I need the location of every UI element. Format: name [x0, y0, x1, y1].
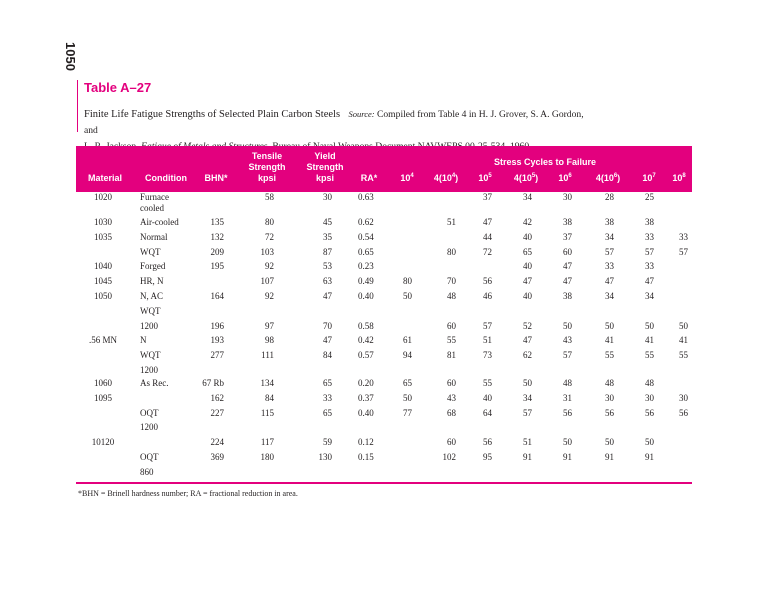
header-cycles-1e5: $10^5$ [478, 173, 492, 183]
cell-1e6: 47 [563, 276, 572, 286]
cell-1e7: 25 [645, 192, 654, 202]
cell-ra: 0.40 [358, 291, 374, 301]
cell-1e5: 56 [483, 276, 492, 286]
cell-4e5: 47 [523, 276, 532, 286]
cell-yield: 84 [323, 350, 332, 360]
cell-condition: HR, N [140, 276, 164, 286]
cell-condition: WQT [140, 306, 161, 316]
cell-tensile: 180 [260, 452, 274, 462]
cell-1e8: 57 [679, 247, 688, 257]
cell-1e5: 64 [483, 408, 492, 418]
cell-4e4: 48 [447, 291, 456, 301]
cell-bhn: 195 [210, 261, 224, 271]
cell-4e6: 30 [605, 393, 614, 403]
cell-1e7: 47 [645, 276, 654, 286]
cell-1e4: 80 [403, 276, 412, 286]
header-cycles-1e7: $10^7$ [642, 173, 656, 183]
table-header-band [76, 146, 692, 192]
cell-ra: 0.49 [358, 276, 374, 286]
cell-condition: WQT [140, 350, 161, 360]
cell-bhn: 369 [210, 452, 224, 462]
cell-tensile: 115 [260, 408, 274, 418]
cell-1e4: 50 [403, 291, 412, 301]
cell-tensile: 134 [260, 378, 274, 388]
cell-yield: 130 [318, 452, 332, 462]
header-cycles-1e6: $10^6$ [558, 173, 572, 183]
cell-4e6: 28 [605, 192, 614, 202]
cell-ra: 0.57 [358, 350, 374, 360]
cell-tensile: 98 [265, 335, 274, 345]
header-cycles-1e4: $10^4$ [400, 173, 414, 183]
cell-4e6: 50 [605, 321, 614, 331]
title-rule [77, 80, 78, 132]
cell-4e4: 102 [442, 452, 456, 462]
cell-4e6: 57 [605, 247, 614, 257]
cell-4e6: 56 [605, 408, 614, 418]
cell-yield: 47 [323, 335, 332, 345]
cell-1e4: 61 [403, 335, 412, 345]
cell-yield: 47 [323, 291, 332, 301]
cell-4e5: 57 [523, 408, 532, 418]
cell-1e5: 55 [483, 378, 492, 388]
header-cycles-4e5: $4(10^5)$ [513, 173, 539, 183]
cell-yield: 33 [323, 393, 332, 403]
cell-tensile: 97 [265, 321, 274, 331]
cell-4e6: 34 [605, 291, 614, 301]
cell-1e7: 38 [645, 217, 654, 227]
cell-condition: Forged [140, 261, 166, 271]
cell-tensile: 58 [265, 192, 274, 202]
cell-material: 1045 [94, 276, 112, 286]
cell-bhn: 193 [210, 335, 224, 345]
cell-1e6: 50 [563, 321, 572, 331]
cell-ra: 0.62 [358, 217, 374, 227]
cell-ra: 0.37 [358, 393, 374, 403]
cell-4e4: 51 [447, 217, 456, 227]
cell-ra: 0.20 [358, 378, 374, 388]
cell-ra: 0.23 [358, 261, 374, 271]
page-number: 1050 [63, 42, 78, 71]
cell-condition: As Rec. [140, 378, 169, 388]
cell-ra: 0.65 [358, 247, 374, 257]
cell-tensile: 107 [260, 276, 274, 286]
cell-1e5: 57 [483, 321, 492, 331]
header-yield-3: kpsi [315, 173, 334, 183]
cell-4e4: 70 [447, 276, 456, 286]
cell-4e5: 51 [523, 437, 532, 447]
caption-source-text: Compiled from Table 4 in H. J. Grover, S. A. Gordon, and [84, 109, 584, 136]
cell-condition: OQT [140, 452, 159, 462]
cell-yield: 53 [323, 261, 332, 271]
cell-4e6: 91 [605, 452, 614, 462]
cell-4e6: 33 [605, 261, 614, 271]
cell-1e6: 48 [563, 378, 572, 388]
cell-yield: 65 [323, 408, 332, 418]
cell-4e4: 60 [447, 437, 456, 447]
cell-1e5: 47 [483, 217, 492, 227]
cell-1e7: 50 [645, 321, 654, 331]
cell-4e5: 65 [523, 247, 532, 257]
cell-1e6: 38 [563, 217, 572, 227]
cell-4e5: 91 [523, 452, 532, 462]
cell-yield: 59 [323, 437, 332, 447]
header-tensile-1: Tensile [251, 151, 283, 161]
cell-1e7: 55 [645, 350, 654, 360]
header-ra: RA* [360, 173, 378, 183]
cell-material: 1035 [94, 232, 112, 242]
cell-condition: N, AC [140, 291, 164, 301]
cell-tensile: 84 [265, 393, 274, 403]
header-cycles-1e8: $10^8$ [672, 173, 686, 183]
cell-bhn: 224 [210, 437, 224, 447]
cell-tensile: 80 [265, 217, 274, 227]
cell-tensile: 111 [261, 350, 274, 360]
cell-1e7: 30 [645, 393, 654, 403]
cell-1e6: 47 [563, 261, 572, 271]
cell-4e4: 43 [447, 393, 456, 403]
cell-4e4: 55 [447, 335, 456, 345]
cell-condition: Air-cooled [140, 217, 179, 227]
cell-condition: 1200 [140, 321, 158, 331]
cell-4e5: 47 [523, 335, 532, 345]
cell-condition: Furnace [140, 192, 169, 202]
header-cycles-4e4: $4(10^4)$ [433, 173, 459, 183]
cell-4e4: 81 [447, 350, 456, 360]
cell-1e8: 55 [679, 350, 688, 360]
cell-condition: cooled [140, 203, 164, 213]
cell-1e5: 56 [483, 437, 492, 447]
header-tensile-3: kpsi [257, 173, 276, 183]
cell-bhn: 164 [210, 291, 224, 301]
cell-1e5: 51 [483, 335, 492, 345]
cell-material: 1095 [94, 393, 112, 403]
cell-bhn: 162 [210, 393, 224, 403]
cell-condition: 860 [140, 467, 154, 477]
cell-1e8: 41 [679, 335, 688, 345]
cell-4e5: 52 [523, 321, 532, 331]
cell-condition: OQT [140, 408, 159, 418]
cell-1e6: 50 [563, 437, 572, 447]
cell-ra: 0.63 [358, 192, 374, 202]
table-footnote: *BHN = Brinell hardness number; RA = fractional reduction in area. [78, 489, 298, 498]
cell-ra: 0.12 [358, 437, 374, 447]
cell-4e5: 40 [523, 291, 532, 301]
cell-1e5: 73 [483, 350, 492, 360]
cell-4e5: 40 [523, 232, 532, 242]
cell-1e7: 34 [645, 291, 654, 301]
cell-1e4: 94 [403, 350, 412, 360]
cell-4e4: 68 [447, 408, 456, 418]
cell-4e5: 42 [523, 217, 532, 227]
cell-1e7: 33 [645, 261, 654, 271]
cell-1e6: 38 [563, 291, 572, 301]
cell-1e7: 91 [645, 452, 654, 462]
cell-condition: WQT [140, 247, 161, 257]
cell-1e7: 41 [645, 335, 654, 345]
cell-bhn: 196 [210, 321, 224, 331]
cell-1e5: 95 [483, 452, 492, 462]
cell-yield: 65 [323, 378, 332, 388]
cell-4e6: 41 [605, 335, 614, 345]
cell-4e6: 55 [605, 350, 614, 360]
cell-material: 1050 [94, 291, 112, 301]
cell-1e6: 91 [563, 452, 572, 462]
cell-tensile: 92 [265, 291, 274, 301]
cell-ra: 0.42 [358, 335, 374, 345]
cell-yield: 70 [323, 321, 332, 331]
cell-1e6: 30 [563, 192, 572, 202]
cell-4e4: 60 [447, 378, 456, 388]
cell-4e5: 34 [523, 393, 532, 403]
cell-material: 1030 [94, 217, 112, 227]
cell-ra: 0.58 [358, 321, 374, 331]
cell-bhn: 67 Rb [202, 378, 224, 388]
cell-yield: 35 [323, 232, 332, 242]
cell-4e5: 50 [523, 378, 532, 388]
cell-1e6: 60 [563, 247, 572, 257]
cell-4e4: 60 [447, 321, 456, 331]
cell-ra: 0.54 [358, 232, 374, 242]
cell-1e4: 77 [403, 408, 412, 418]
cell-material: 1040 [94, 261, 112, 271]
cell-condition: 1200 [140, 422, 158, 432]
header-material: Material [87, 173, 122, 183]
cell-1e5: 72 [483, 247, 492, 257]
cell-4e6: 50 [605, 437, 614, 447]
cell-yield: 30 [323, 192, 332, 202]
cell-tensile: 117 [260, 437, 274, 447]
cell-1e6: 31 [563, 393, 572, 403]
cell-bhn: 277 [210, 350, 224, 360]
cell-bhn: 135 [210, 217, 224, 227]
cell-4e6: 38 [605, 217, 614, 227]
cell-1e6: 57 [563, 350, 572, 360]
cell-4e5: 40 [523, 261, 532, 271]
cell-condition: N [140, 335, 147, 345]
cell-1e7: 50 [645, 437, 654, 447]
cell-1e7: 33 [645, 232, 654, 242]
cell-material: 1060 [94, 378, 112, 388]
cell-1e5: 44 [483, 232, 492, 242]
cell-4e6: 47 [605, 276, 614, 286]
cell-4e6: 34 [605, 232, 614, 242]
header-yield-2: Strength [306, 162, 344, 172]
header-yield-1: Yield [314, 151, 336, 161]
header-tensile-2: Strength [248, 162, 286, 172]
cell-1e6: 37 [563, 232, 572, 242]
cell-material: 10120 [91, 437, 115, 447]
cell-1e4: 65 [403, 378, 412, 388]
cell-1e4: 50 [403, 393, 412, 403]
cell-ra: 0.40 [358, 408, 374, 418]
cell-1e8: 30 [679, 393, 688, 403]
cell-1e5: 46 [483, 291, 492, 301]
cell-1e7: 57 [645, 247, 654, 257]
header-bhn: BHN* [204, 173, 228, 183]
cell-material: .56 MN [88, 335, 117, 345]
cell-yield: 63 [323, 276, 332, 286]
caption-title: Finite Life Fatigue Strengths of Selected Plain Carbon Steels [84, 109, 341, 120]
cell-1e8: 50 [679, 321, 688, 331]
cell-ra: 0.15 [358, 452, 374, 462]
cell-4e4: 80 [447, 247, 456, 257]
cell-1e5: 37 [483, 192, 492, 202]
cell-1e7: 56 [645, 408, 654, 418]
cell-condition: Normal [140, 232, 168, 242]
table-label: Table A–27 [84, 80, 152, 95]
cell-bhn: 132 [210, 232, 224, 242]
cell-bhn: 209 [210, 247, 224, 257]
cell-4e5: 34 [523, 192, 532, 202]
cell-1e6: 56 [563, 408, 572, 418]
cell-yield: 45 [323, 217, 332, 227]
caption-source-label: Source: [348, 109, 375, 119]
cell-1e8: 56 [679, 408, 688, 418]
header-cycles-4e6: $4(10^6)$ [595, 173, 621, 183]
cell-tensile: 72 [265, 232, 274, 242]
cell-tensile: 103 [260, 247, 274, 257]
cell-condition: 1200 [140, 365, 158, 375]
cell-bhn: 227 [210, 408, 224, 418]
cell-tensile: 92 [265, 261, 274, 271]
cell-yield: 87 [323, 247, 332, 257]
header-condition: Condition [145, 173, 187, 183]
cell-4e5: 62 [523, 350, 532, 360]
cell-1e7: 48 [645, 378, 654, 388]
header-stress-cycles: Stress Cycles to Failure [493, 157, 597, 167]
cell-4e6: 48 [605, 378, 614, 388]
cell-1e5: 40 [483, 393, 492, 403]
cell-1e6: 43 [563, 335, 572, 345]
cell-material: 1020 [94, 192, 112, 202]
cell-1e8: 33 [679, 232, 688, 242]
table-bottom-rule [76, 482, 692, 484]
